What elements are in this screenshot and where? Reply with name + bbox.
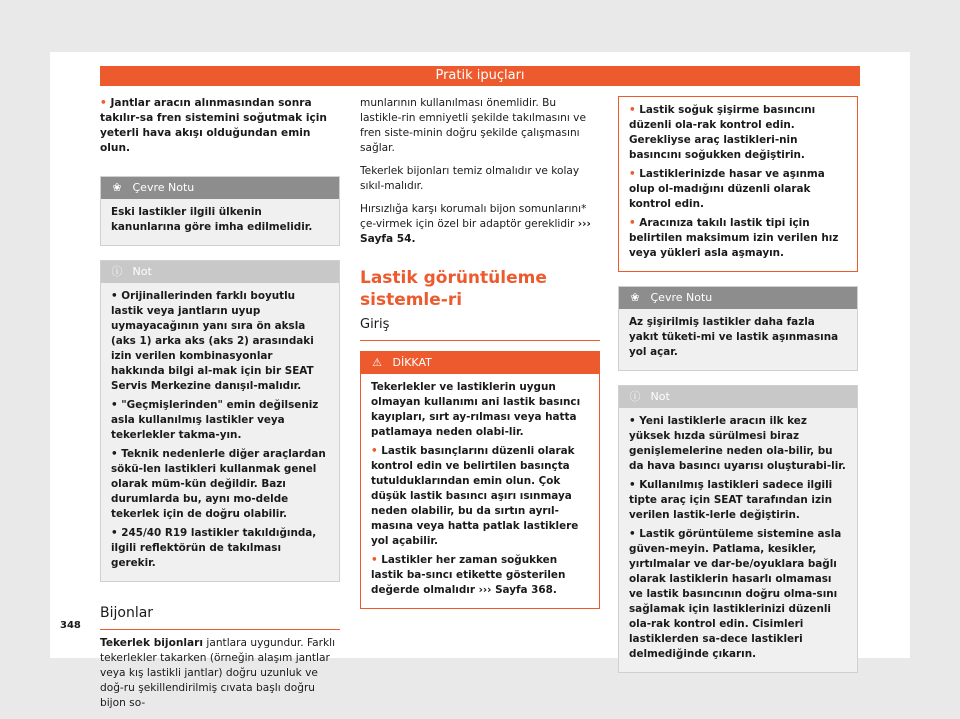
list-item: • Aracınıza takılı lastik tipi için belirtilen maksimum izin verilen hız veya yükleri asla aşmayın. <box>629 217 839 259</box>
list-item: • 245/40 R19 lastikler takıldığında, ilgili reflektörün de takılması gerekir. <box>111 527 317 569</box>
sub-title: Giriş <box>360 317 600 341</box>
warning-body: Tekerlekler ve lastiklerin uygun olmayan kullanımı ani lastik basıncı kayıpları, sırt ay-rılması veya hatta patlamaya neden olabi-lir. • Lastik basınçlarını düzenli olarak kontrol edin ve belirtilen basınçta tutulduklarından emin olun. Çok düşük lastik basıncı aşırı ısınmaya neden olabilir, bu da sırtın ayrıl-masına veya hatta patlak lastiklere yol açabilir. • Lastikler her zaman soğukken lastik ba-sıncı etikette gösterilen değerde olmalıdır ››› Sayfa 368. <box>361 374 599 608</box>
column-2 <box>360 96 600 623</box>
section-title: Bijonlar <box>100 606 340 630</box>
warning-box <box>360 351 600 609</box>
intro-bullet: • Jantlar aracın alınmasından sonra takılır-sa fren sistemini soğutmak için yeterli hava akışı olduğundan emin olun. <box>100 97 327 154</box>
column-1 <box>100 96 340 719</box>
list-item: • Kullanılmış lastikleri sadece ilgili tipte araç için SEAT tarafından izin verilen lastik-lerle değiştirin. <box>629 479 833 521</box>
paragraph: Tekerlek bijonları jantlara uygundur. Farklı tekerlekler takarken (örneğin alaşım jantlar veya kış lastikli jantlar) doğru uzunluk ve doğ-ru şekillendirilmiş cıvata başlı doğru bijon so- <box>100 637 336 709</box>
list-item: • Lastikler her zaman soğukken lastik ba-sıncı etikette gösterilen değerde olmalıdır ››› Sayfa 368. <box>371 554 566 596</box>
flower-icon: ❀ <box>630 291 640 304</box>
flower-icon: ❀ <box>112 181 122 194</box>
bullet-icon: • <box>100 97 107 109</box>
chapter-title: Lastik görüntüleme sistemle-ri <box>360 268 547 310</box>
paragraph: munlarının kullanılması önemlidir. Bu lastikle-rin emniyetli şekilde takılmasını ve fren siste-minin doğru şekilde çalışmasını sağlar. <box>360 97 586 154</box>
note-header: ⓘ Not <box>101 261 339 283</box>
env-note-body: Eski lastikler ilgili ülkenin kanunlarına göre imha edilmelidir. <box>111 206 313 233</box>
page-header: Pratik ipuçları <box>100 66 860 86</box>
paragraph: Hırsızlığa karşı korumalı bijon somunlarını* çe-virmek için özel bir adaptör gereklidir ››› Sayfa 54. <box>360 203 591 245</box>
warning-continuation-body <box>619 97 857 271</box>
warning-continuation-box <box>618 96 858 272</box>
warning-triangle-icon: ⚠ <box>372 356 382 369</box>
note-header: ⓘ Not <box>619 386 857 408</box>
list-item: • Lastik soğuk şişirme basıncını düzenli ola-rak kontrol edin. Gerekliyse araç lastikleri-nin basıncını soğukken değiştirin. <box>629 104 816 161</box>
note-body <box>101 283 339 581</box>
env-note-box <box>618 286 858 371</box>
info-icon: ⓘ <box>629 390 641 403</box>
column-3 <box>618 96 858 687</box>
paragraph: Tekerlek bijonları temiz olmalıdır ve kolay sıkıl-malıdır. <box>360 165 580 192</box>
page-reference-link[interactable]: ››› Sayfa 54. <box>360 218 591 245</box>
env-note-header: ❀ Çevre Notu <box>101 177 339 199</box>
document-page <box>50 52 910 709</box>
note-box <box>618 385 858 673</box>
list-item: • Yeni lastiklerle aracın ilk kez yüksek hızda sürülmesi biraz genişlemelerine neden ola-bilir, bu da hava basıncı uyarısı oluşturabi-lir. <box>629 415 846 472</box>
list-item: • Lastiklerinizde hasar ve aşınma olup ol-madığını düzenli olarak kontrol edin. <box>629 168 825 210</box>
page-number: 348 <box>60 620 81 631</box>
list-item: • "Geçmişlerinden" emin değilseniz asla kullanılmış lastikler veya tekerlekler takma-yın. <box>111 399 319 441</box>
info-icon: ⓘ <box>111 265 123 278</box>
list-item: • Lastik basınçlarını düzenli olarak kontrol edin ve belirtilen basınçta tutulduklarından emin olun. Çok düşük lastik basıncı aşırı ısınmaya neden olabilir, bu da sırtın ayrıl-masına veya hatta patlak lastiklere yol açabilir. <box>371 445 579 547</box>
env-note-box <box>100 176 340 246</box>
note-body <box>619 408 857 672</box>
warning-header: ⚠ DİKKAT <box>361 352 599 374</box>
list-item: • Lastik görüntüleme sistemine asla güven-meyin. Patlama, kesikler, yırtılmalar ve dar-be/oyuklara bağlı olarak lastiklerin hasarlı olmaması ve lastik basıncının doğru olma-sını sağlamak için lastiklerinizi düzenli ola-rak kontrol edin. Cisimleri lastiklerden sa-dece lastikleri delmediğinde çıkarın. <box>629 528 842 660</box>
note-box <box>100 260 340 582</box>
env-note-body: Az şişirilmiş lastikler daha fazla yakıt tüketi-mi ve lastik aşınmasına yol açar. <box>629 316 839 358</box>
list-item: • Teknik nedenlerle diğer araçlardan sökü-len lastikleri kullanmak genel olarak müm-kün değildir. Bazı durumlarda bu, aynı mo-delde tekerlek için de doğru olabilir. <box>111 448 326 520</box>
env-note-header: ❀ Çevre Notu <box>619 287 857 309</box>
list-item: • Orijinallerinden farklı boyutlu lastik veya jantların uyup uymayacağının yanı sıra ön aksla (aks 1) arka aks (aks 2) arasındaki izin verilen kombinasyonlar hakkında bilgi al-mak için bir SEAT Servis Merkezine danışıl-malıdır. <box>111 290 314 392</box>
